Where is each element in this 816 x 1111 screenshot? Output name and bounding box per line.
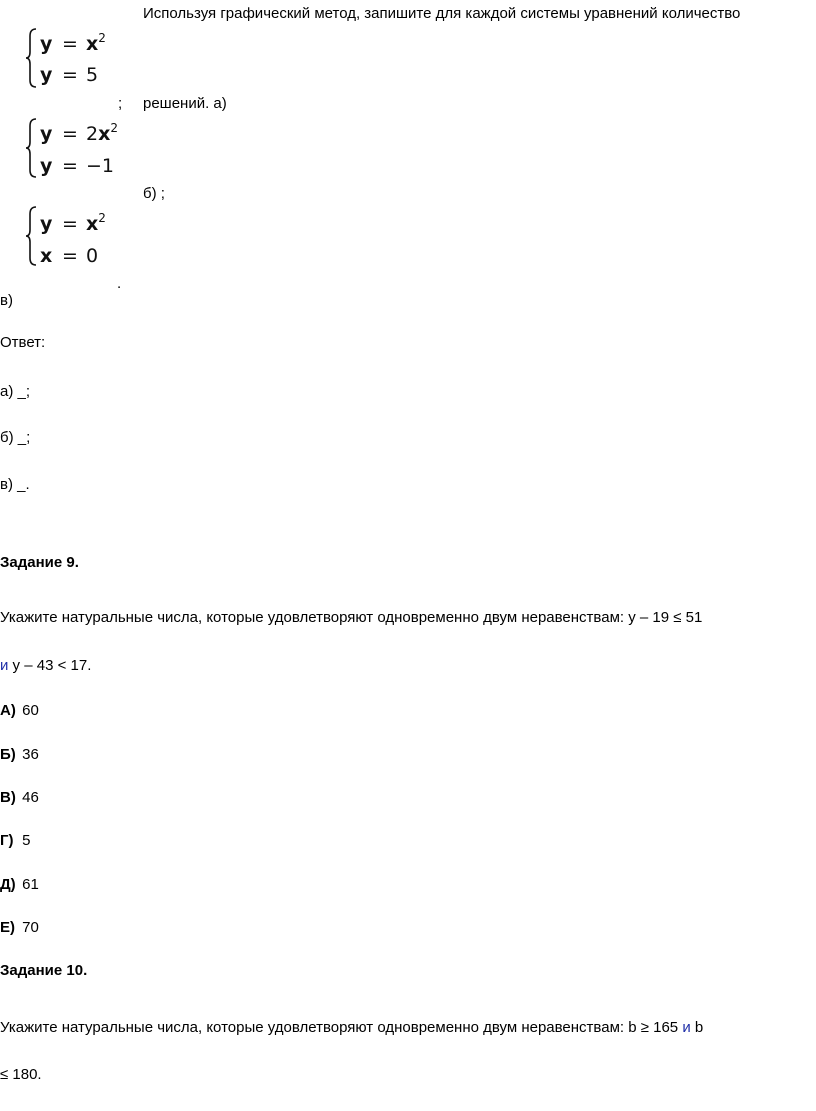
left-brace-icon: [26, 206, 37, 266]
left-brace-icon: [26, 118, 37, 178]
option-a: А) 60: [0, 702, 39, 719]
task8-intro-line1: Используя графический метод, запишите для каждой системы уравнений количество: [143, 5, 741, 22]
task9-text-line1: Укажите натуральные числа, которые удовлетворяют одновременно двум неравенствам: y – 19 ≤ 51: [0, 609, 703, 626]
system-c-row1: $y = x^2$: [40, 211, 106, 235]
answer-a: а) _;: [0, 383, 31, 400]
system-b-row1: $y = 2x^2$: [40, 121, 118, 145]
left-brace-icon: [26, 28, 37, 88]
task8-intro-line2: решений. а): [143, 95, 227, 112]
system-b-row2: y = −1: [40, 155, 115, 177]
option-c: В) 46: [0, 789, 39, 806]
system-a-row2: y = 5: [40, 64, 99, 86]
option-d: Г) 5: [0, 832, 31, 849]
task8-label-c: в): [0, 292, 13, 309]
answer-label: Ответ:: [0, 334, 46, 351]
option-f: Е) 70: [0, 919, 39, 936]
option-b: Б) 36: [0, 746, 39, 763]
system-c-row2: x = 0: [40, 245, 99, 267]
task8-dot-c: .: [117, 275, 122, 292]
conjunction-and: и: [0, 657, 9, 674]
task10-title: Задание 10.: [0, 962, 88, 979]
task10-text-line1: Укажите натуральные числа, которые удовлетворяют одновременно двум неравенствам: b ≥ 165 и b: [0, 1019, 704, 1036]
option-e: Д) 61: [0, 876, 39, 893]
task9-title: Задание 9.: [0, 554, 79, 571]
answer-c: в) _.: [0, 476, 30, 493]
conjunction-and: и: [682, 1019, 691, 1036]
system-a-row1: $y = x^2$: [40, 31, 106, 55]
task10-text-line2: ≤ 180.: [0, 1066, 42, 1083]
task8-semicolon-a: ;: [118, 95, 123, 112]
answer-b: б) _;: [0, 429, 31, 446]
task9-text-line2: и y – 43 < 17.: [0, 657, 92, 674]
task8-label-b: б) ;: [143, 185, 165, 202]
